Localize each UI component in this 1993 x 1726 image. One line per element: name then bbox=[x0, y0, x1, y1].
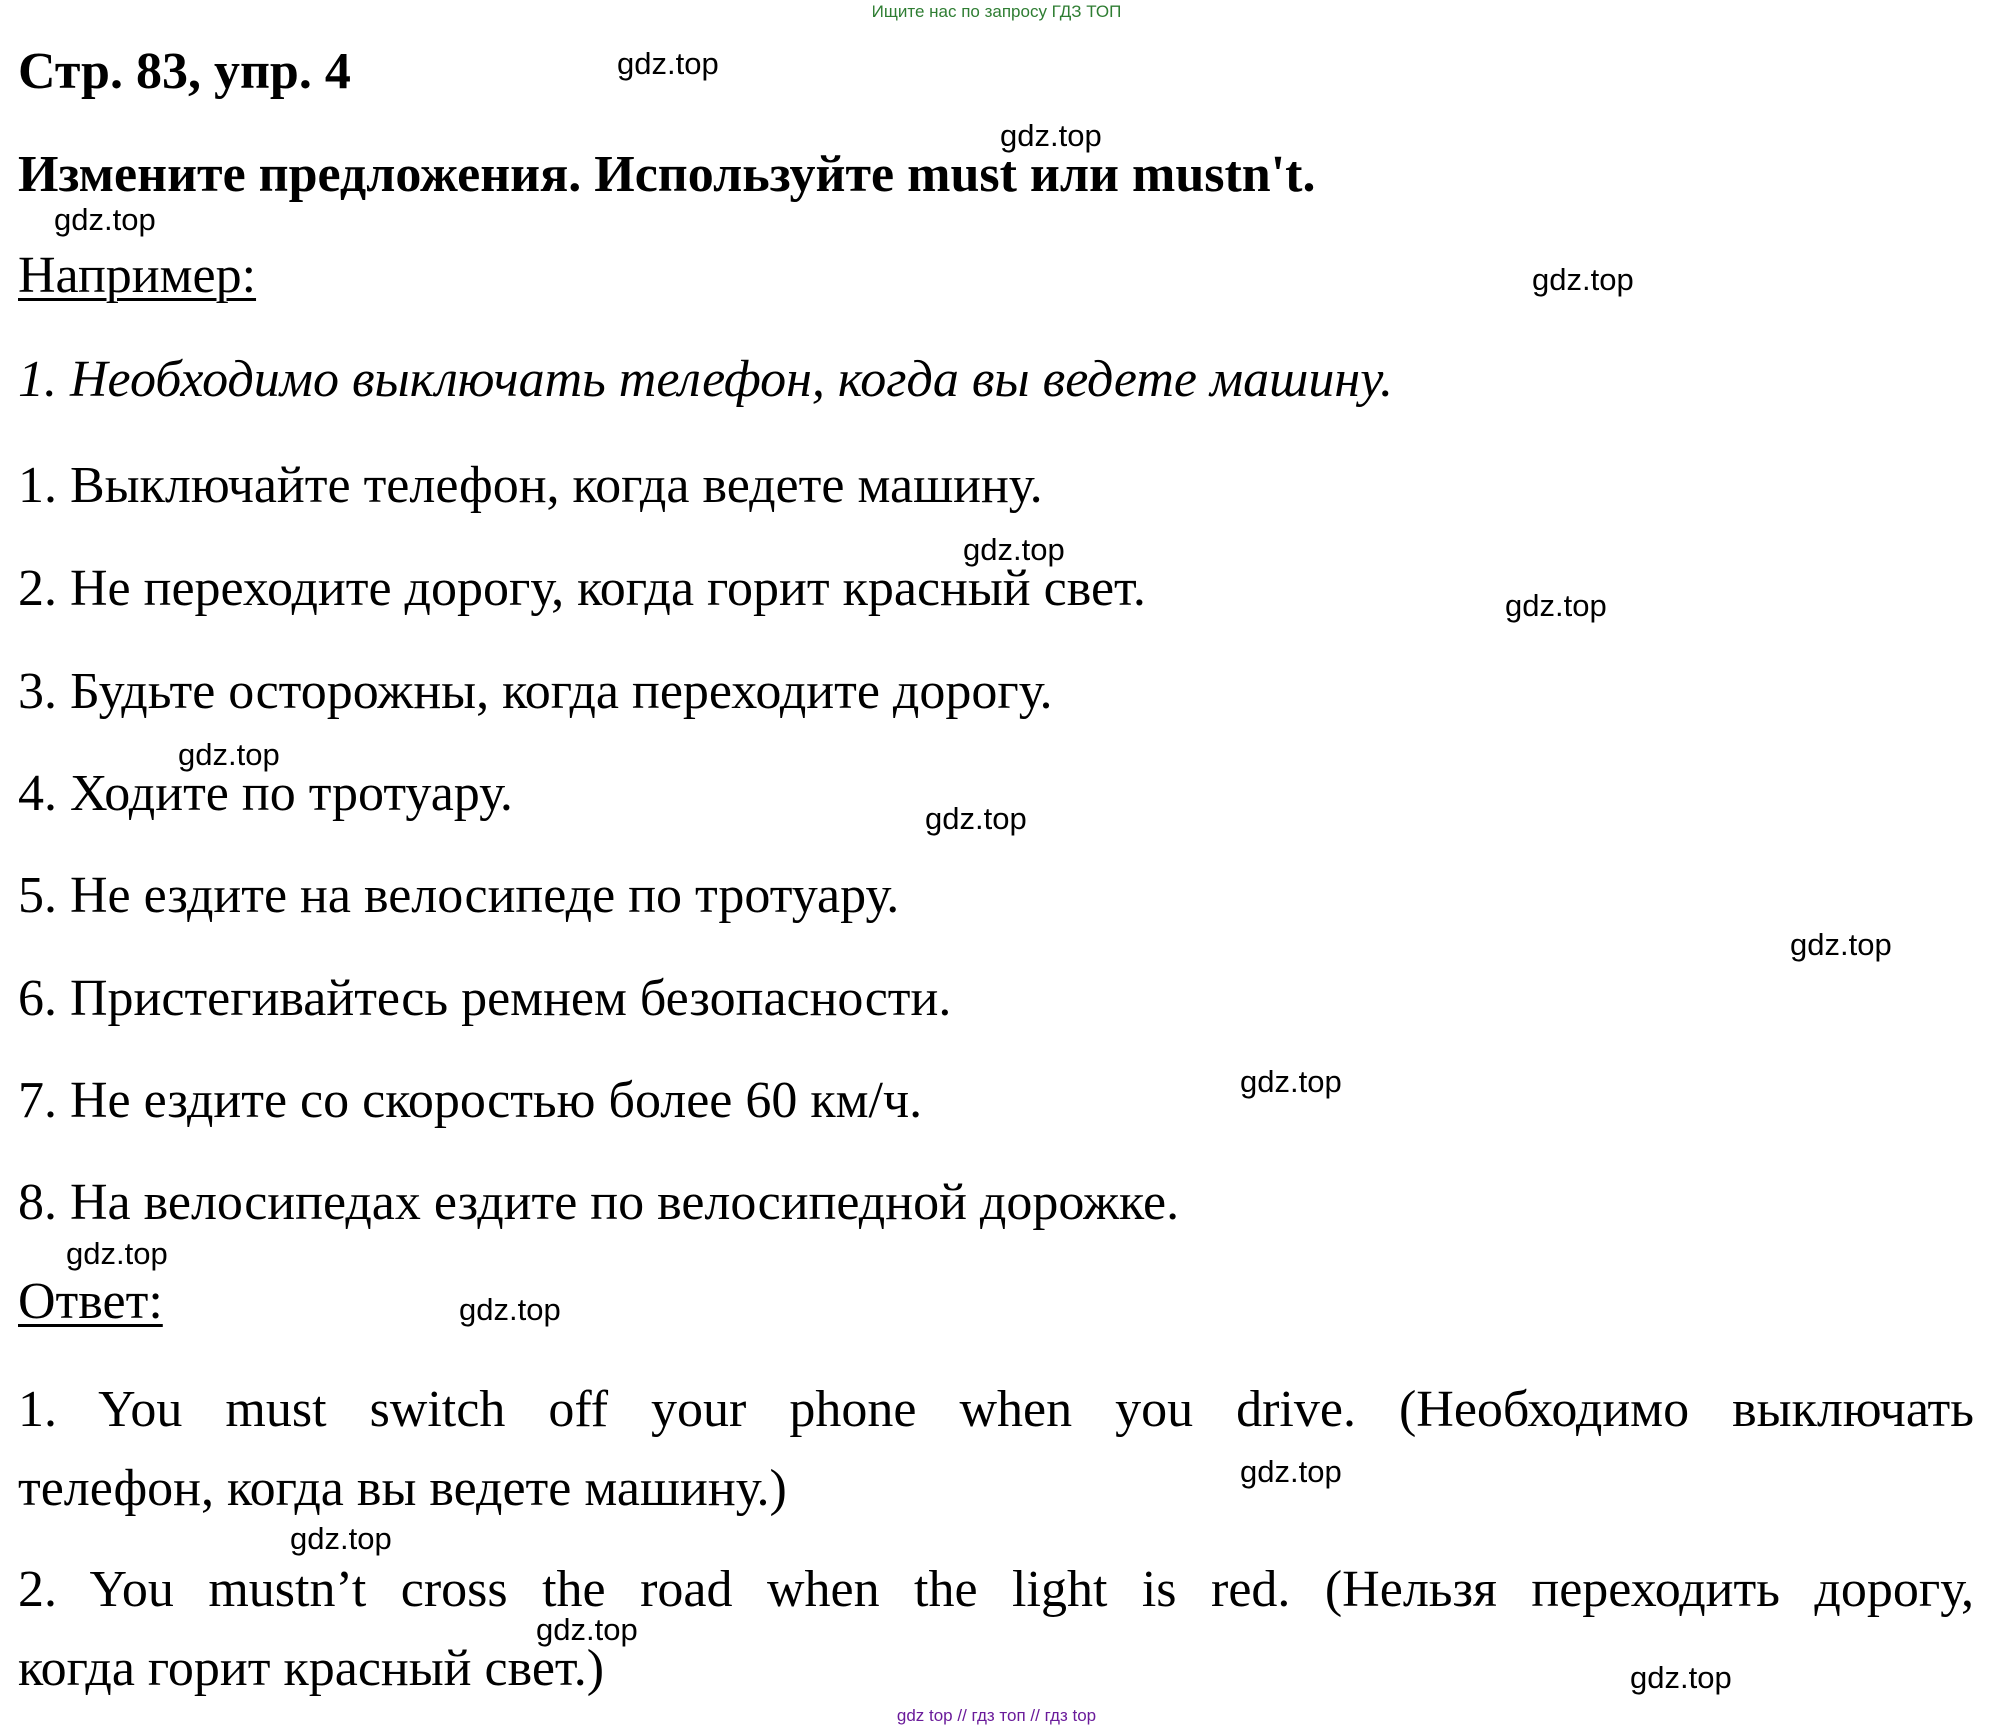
watermark: gdz.top bbox=[617, 46, 719, 81]
answer-label: Ответ: bbox=[18, 1273, 163, 1330]
example-sentence: 1. Необходимо выключать телефон, когда вы ведете машину. bbox=[18, 351, 1394, 408]
footer-link-2[interactable]: гдз топ bbox=[971, 1706, 1026, 1725]
footer-link-3[interactable]: гдз top bbox=[1044, 1706, 1097, 1725]
watermark: gdz.top bbox=[536, 1612, 638, 1647]
sentence-4: 4. Ходите по тротуару. bbox=[18, 765, 513, 822]
watermark: gdz.top bbox=[1532, 262, 1634, 297]
answer-1-line-1: 1. You must switch off your phone when you drive. (Необходимо выключать bbox=[18, 1381, 1974, 1438]
answer-2-line-2: когда горит красный свет.) bbox=[18, 1640, 605, 1697]
page-title: Стр. 83, упр. 4 bbox=[18, 43, 351, 100]
sentence-6: 6. Пристегивайтесь ремнем безопасности. bbox=[18, 970, 952, 1027]
watermark: gdz.top bbox=[1505, 588, 1607, 623]
sentence-1: 1. Выключайте телефон, когда ведете машину. bbox=[18, 457, 1043, 514]
watermark: gdz.top bbox=[1630, 1660, 1732, 1695]
watermark: gdz.top bbox=[1240, 1454, 1342, 1489]
example-label: Например: bbox=[18, 247, 257, 304]
footer-links bbox=[0, 1706, 1993, 1726]
sentence-8: 8. На велосипедах ездите по велосипедной дорожке. bbox=[18, 1174, 1180, 1231]
footer-separator: // bbox=[1030, 1706, 1040, 1725]
sentence-5: 5. Не ездите на велосипеде по тротуару. bbox=[18, 867, 900, 924]
search-hint-text[interactable]: Ищите нас по запросу ГДЗ ТОП bbox=[871, 2, 1122, 21]
watermark: gdz.top bbox=[54, 202, 156, 237]
exercise-instruction: Измените предложения. Используйте must или mustn't. bbox=[18, 146, 1316, 203]
answer-1-line-2: телефон, когда вы ведете машину.) bbox=[18, 1460, 787, 1517]
watermark: gdz.top bbox=[178, 737, 280, 772]
watermark: gdz.top bbox=[1000, 118, 1102, 153]
watermark: gdz.top bbox=[1790, 927, 1892, 962]
sentence-3: 3. Будьте осторожны, когда переходите дорогу. bbox=[18, 663, 1053, 720]
watermark: gdz.top bbox=[290, 1521, 392, 1556]
answer-item-1 bbox=[18, 1370, 1974, 1528]
watermark: gdz.top bbox=[963, 532, 1065, 567]
footer-link-1[interactable]: gdz top bbox=[896, 1706, 953, 1725]
watermark: gdz.top bbox=[459, 1292, 561, 1327]
answer-2-line-1: 2. You mustn’t cross the road when the light is red. (Нельзя переходить дорогу, bbox=[18, 1561, 1974, 1618]
sentence-7: 7. Не ездите со скоростью более 60 км/ч. bbox=[18, 1072, 923, 1129]
watermark: gdz.top bbox=[66, 1236, 168, 1271]
watermark: gdz.top bbox=[1240, 1064, 1342, 1099]
footer-separator: // bbox=[957, 1706, 967, 1725]
watermark: gdz.top bbox=[925, 801, 1027, 836]
sentence-2: 2. Не переходите дорогу, когда горит красный свет. bbox=[18, 560, 1146, 617]
top-banner[interactable] bbox=[0, 2, 1993, 22]
